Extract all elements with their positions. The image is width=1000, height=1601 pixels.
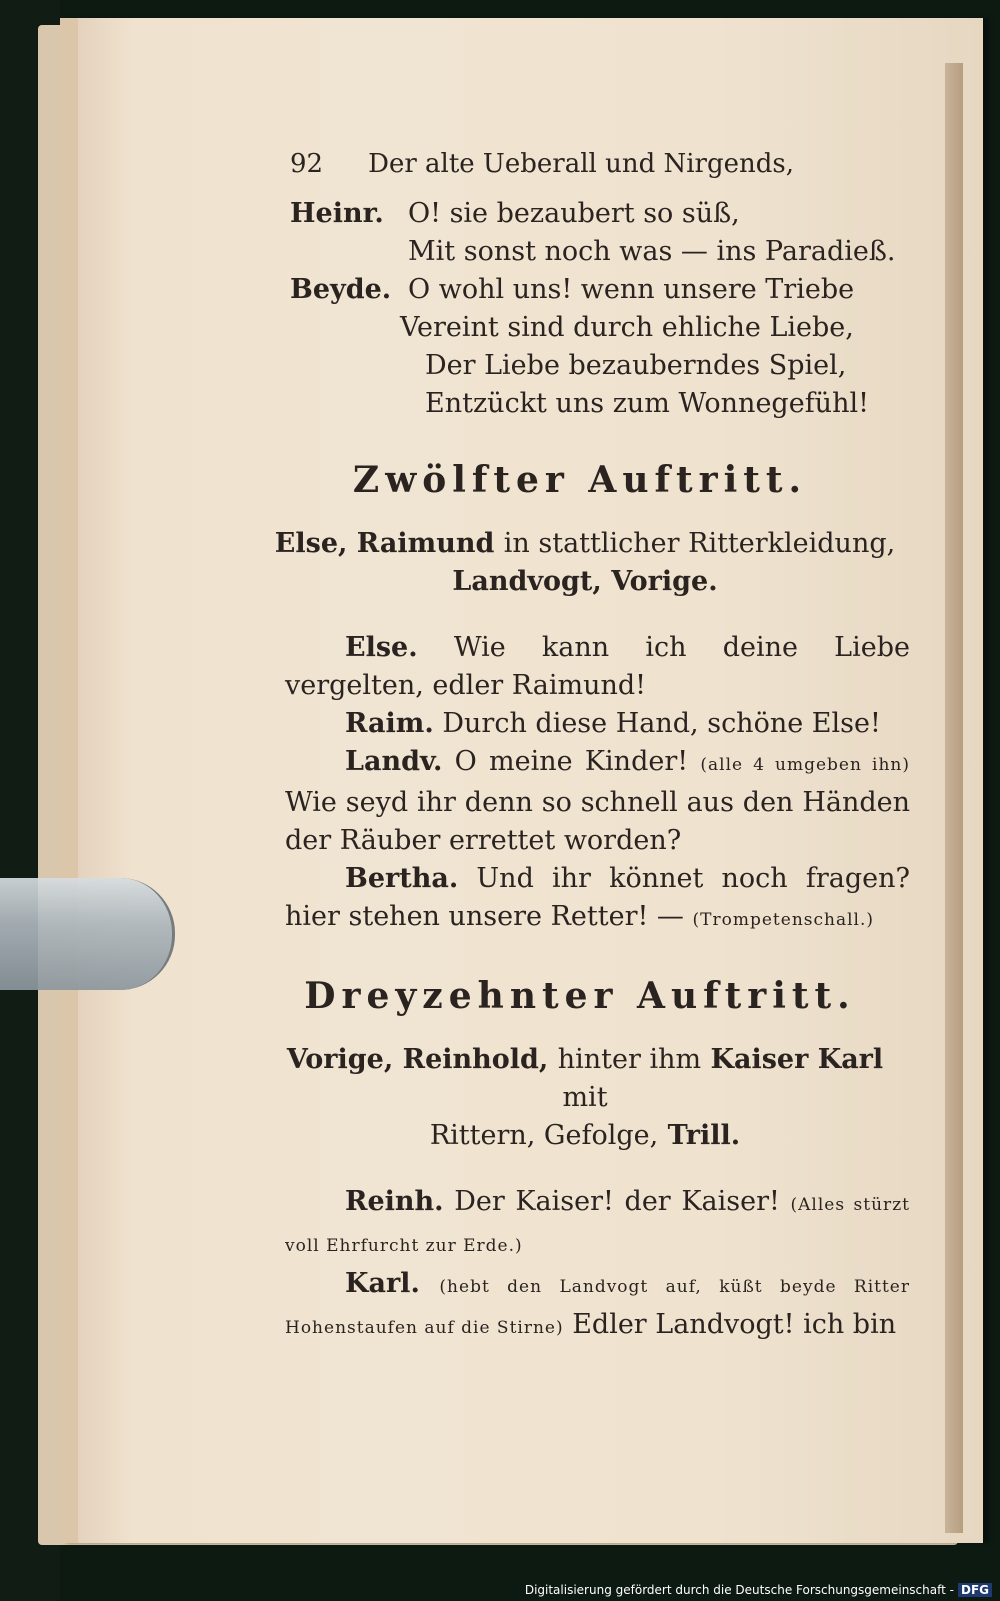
speaker: Raim.: [345, 708, 434, 739]
dialogue-text: Wie kann ich deine Liebe vergelten, edler Raimund!: [285, 632, 910, 701]
scene-title-13: Dreyzehnter Auftritt.: [304, 975, 856, 1017]
speaker: Bertha.: [345, 863, 459, 894]
page-number: 92: [290, 149, 324, 179]
verse-line: Mit sonst noch was — ins Paradieß.: [408, 236, 896, 267]
verse-beyde: [290, 271, 910, 309]
cast-line: [260, 1041, 910, 1117]
verse-line: O! sie bezaubert so süß,: [408, 198, 740, 229]
cast-description: mit: [562, 1082, 608, 1113]
dialogue-landv: [285, 743, 910, 860]
cast-line: [260, 1117, 910, 1155]
cast-names: Rittern, Gefolge,: [429, 1120, 659, 1151]
dialogue-karl: [285, 1265, 910, 1347]
cast-description: hinter ihm: [557, 1044, 702, 1075]
dialogue-text: O meine Kinder!: [454, 746, 689, 777]
cast-line: [260, 525, 910, 563]
stage-direction: (Alles stürzt voll Ehrfurcht zur Erde.): [285, 1195, 910, 1256]
speaker: Beyde.: [290, 274, 392, 305]
stage-direction: (Trompetenschall.): [692, 910, 875, 930]
dialogue-bertha: [285, 860, 910, 939]
running-title: Der alte Ueberall und Nirgends,: [368, 149, 795, 179]
verse-line: O wohl uns! wenn unsere Triebe: [408, 274, 855, 305]
page-header: [290, 145, 910, 183]
dialogue-raim: [285, 705, 910, 743]
verse-heinr: [290, 195, 910, 233]
dfg-logo: DFG: [958, 1583, 992, 1597]
dialogue-text: Der Kaiser! der Kaiser!: [454, 1186, 780, 1217]
speaker: Heinr.: [290, 198, 384, 229]
cast-names: Trill.: [667, 1120, 741, 1151]
dialogue-text: Edler Landvogt! ich bin: [572, 1309, 897, 1340]
page-text: [220, 145, 910, 1347]
verse-line: Entzückt uns zum Wonnegefühl!: [425, 388, 869, 419]
dialogue-text: Und ihr könnet noch fragen? hier stehen unsere Retter! —: [285, 863, 910, 932]
speaker: Karl.: [345, 1268, 420, 1299]
cast-names: Else, Raimund: [274, 528, 495, 559]
speaker: Else.: [345, 632, 418, 663]
cast-list-13: [260, 1041, 910, 1155]
funding-footer: [525, 1583, 992, 1597]
dialogue-text: Wie seyd ihr denn so schnell aus den Händen der Räuber errettet worden?: [285, 787, 910, 856]
speaker: Reinh.: [345, 1186, 444, 1217]
stage-direction: (hebt den Landvogt auf, küßt beyde Ritter Hohenstaufen auf die Stirne): [285, 1277, 910, 1338]
cast-names: Kaiser Karl: [710, 1044, 884, 1075]
cast-names: Vorige, Reinhold,: [286, 1044, 549, 1075]
cast-description: in stattlicher Ritterkleidung,: [503, 528, 896, 559]
speaker: Landv.: [345, 746, 443, 777]
cast-list-12: [260, 525, 910, 601]
dialogue-text: Durch diese Hand, schöne Else!: [442, 708, 881, 739]
dialogue-reinh: [285, 1183, 910, 1265]
stage-direction: (alle 4 umgeben ihn): [700, 755, 910, 775]
dialogue-else: [285, 629, 910, 705]
verse-line: Der Liebe bezauberndes Spiel,: [425, 350, 847, 381]
cast-line: Landvogt, Vorige.: [452, 566, 718, 597]
page-stack: [945, 63, 963, 1533]
footer-text: Digitalisierung gefördert durch die Deutsche Forschungsgemeinschaft -: [524, 1583, 954, 1597]
scene-title-12: Zwölfter Auftritt.: [352, 459, 808, 501]
page-holder-clip: [0, 878, 175, 990]
verse-line: Vereint sind durch ehliche Liebe,: [400, 312, 854, 343]
